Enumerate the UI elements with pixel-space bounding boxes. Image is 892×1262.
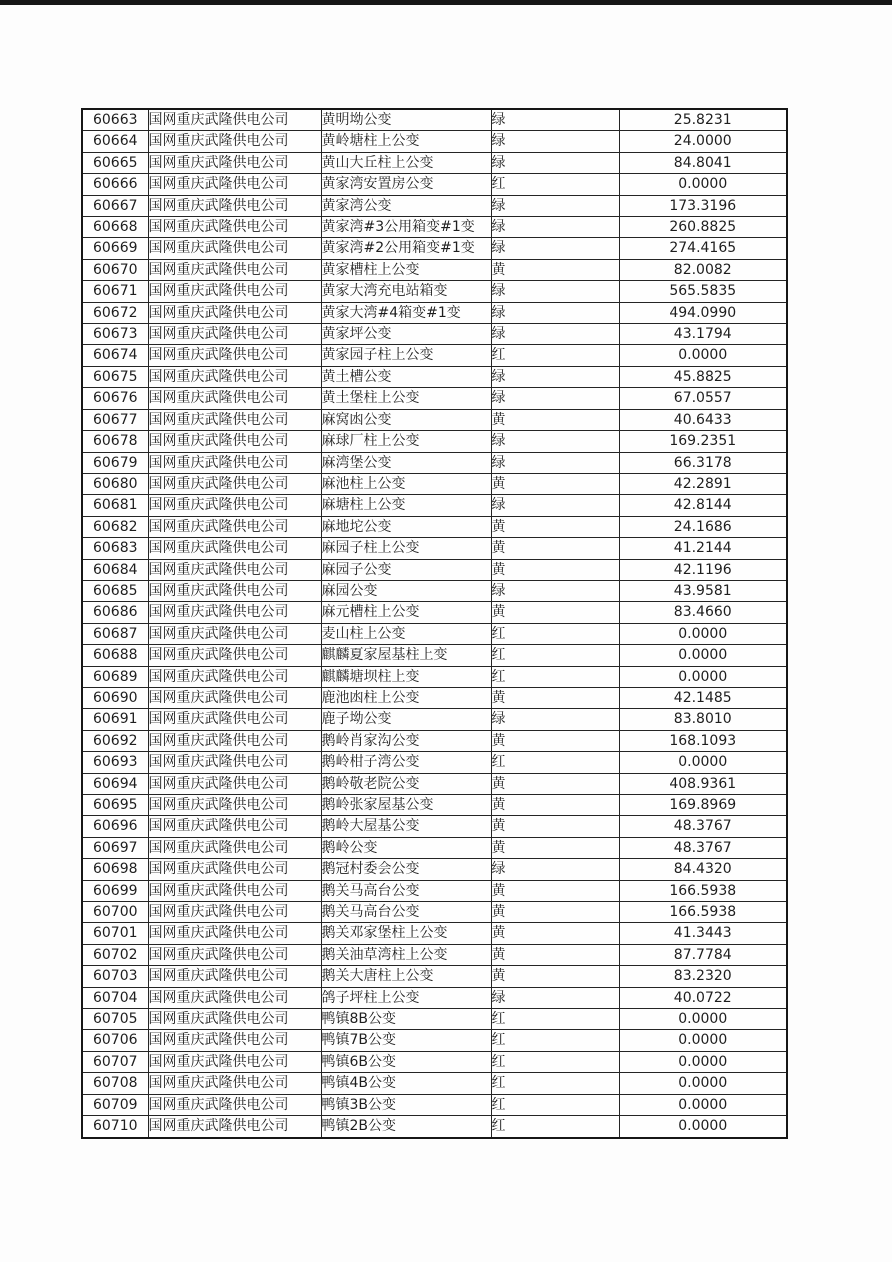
- table-row: [82, 709, 787, 730]
- row-id-cell: 60676: [82, 388, 148, 409]
- value-cell: 66.3178: [619, 452, 787, 473]
- substation-name-cell: 鹅岭张家屋基公变: [321, 795, 491, 816]
- status-color-cell: 黄: [491, 966, 619, 987]
- table-row: [82, 773, 787, 794]
- value-cell: 565.5835: [619, 281, 787, 302]
- company-cell: 国网重庆武隆供电公司: [148, 217, 321, 238]
- table-row: [82, 837, 787, 858]
- status-color-cell: 红: [491, 1009, 619, 1030]
- company-cell: 国网重庆武隆供电公司: [148, 174, 321, 195]
- status-color-cell: 黄: [491, 816, 619, 837]
- table-row: [82, 217, 787, 238]
- value-cell: 0.0000: [619, 1094, 787, 1115]
- company-cell: 国网重庆武隆供电公司: [148, 816, 321, 837]
- company-cell: 国网重庆武隆供电公司: [148, 580, 321, 601]
- table-row: [82, 174, 787, 195]
- company-cell: 国网重庆武隆供电公司: [148, 902, 321, 923]
- row-id-cell: 60699: [82, 880, 148, 901]
- row-id-cell: 60695: [82, 795, 148, 816]
- value-cell: 42.8144: [619, 495, 787, 516]
- status-color-cell: 绿: [491, 431, 619, 452]
- table-row: [82, 495, 787, 516]
- table-row: [82, 730, 787, 751]
- row-id-cell: 60685: [82, 580, 148, 601]
- row-id-cell: 60690: [82, 687, 148, 708]
- substation-name-cell: 鸭镇8B公变: [321, 1009, 491, 1030]
- row-id-cell: 60700: [82, 902, 148, 923]
- substation-name-cell: 鹅冠村委会公变: [321, 859, 491, 880]
- row-id-cell: 60678: [82, 431, 148, 452]
- value-cell: 0.0000: [619, 174, 787, 195]
- value-cell: 274.4165: [619, 238, 787, 259]
- company-cell: 国网重庆武隆供电公司: [148, 388, 321, 409]
- company-cell: 国网重庆武隆供电公司: [148, 1116, 321, 1138]
- status-color-cell: 黄: [491, 409, 619, 430]
- status-color-cell: 绿: [491, 302, 619, 323]
- substation-name-cell: 鹅岭公变: [321, 837, 491, 858]
- value-cell: 0.0000: [619, 752, 787, 773]
- company-cell: 国网重庆武隆供电公司: [148, 880, 321, 901]
- row-id-cell: 60702: [82, 944, 148, 965]
- table-row: [82, 752, 787, 773]
- substation-name-cell: 麻园子柱上公变: [321, 538, 491, 559]
- substation-name-cell: 黄家湾#3公用箱变#1变: [321, 217, 491, 238]
- table-row: [82, 302, 787, 323]
- value-cell: 40.0722: [619, 987, 787, 1008]
- row-id-cell: 60697: [82, 837, 148, 858]
- status-color-cell: 黄: [491, 538, 619, 559]
- company-cell: 国网重庆武隆供电公司: [148, 987, 321, 1008]
- row-id-cell: 60680: [82, 473, 148, 494]
- table-row: [82, 1030, 787, 1051]
- row-id-cell: 60687: [82, 623, 148, 644]
- company-cell: 国网重庆武隆供电公司: [148, 944, 321, 965]
- substation-data-table: [81, 108, 788, 1139]
- row-id-cell: 60688: [82, 645, 148, 666]
- substation-name-cell: 黄家湾公变: [321, 195, 491, 216]
- company-cell: 国网重庆武隆供电公司: [148, 795, 321, 816]
- status-color-cell: 绿: [491, 388, 619, 409]
- row-id-cell: 60669: [82, 238, 148, 259]
- company-cell: 国网重庆武隆供电公司: [148, 152, 321, 173]
- row-id-cell: 60667: [82, 195, 148, 216]
- row-id-cell: 60698: [82, 859, 148, 880]
- row-id-cell: 60696: [82, 816, 148, 837]
- company-cell: 国网重庆武隆供电公司: [148, 345, 321, 366]
- status-color-cell: 绿: [491, 131, 619, 152]
- status-color-cell: 黄: [491, 795, 619, 816]
- status-color-cell: 绿: [491, 281, 619, 302]
- row-id-cell: 60694: [82, 773, 148, 794]
- status-color-cell: 绿: [491, 152, 619, 173]
- status-color-cell: 绿: [491, 109, 619, 131]
- row-id-cell: 60666: [82, 174, 148, 195]
- company-cell: 国网重庆武隆供电公司: [148, 131, 321, 152]
- value-cell: 494.0990: [619, 302, 787, 323]
- substation-name-cell: 鹅岭敬老院公变: [321, 773, 491, 794]
- status-color-cell: 红: [491, 1030, 619, 1051]
- company-cell: 国网重庆武隆供电公司: [148, 1073, 321, 1094]
- table-row: [82, 366, 787, 387]
- company-cell: 国网重庆武隆供电公司: [148, 773, 321, 794]
- status-color-cell: 绿: [491, 495, 619, 516]
- value-cell: 43.9581: [619, 580, 787, 601]
- substation-name-cell: 黄明坳公变: [321, 109, 491, 131]
- substation-name-cell: 鹅岭肖家沟公变: [321, 730, 491, 751]
- value-cell: 48.3767: [619, 837, 787, 858]
- company-cell: 国网重庆武隆供电公司: [148, 238, 321, 259]
- company-cell: 国网重庆武隆供电公司: [148, 195, 321, 216]
- table-row: [82, 559, 787, 580]
- table-row: [82, 1051, 787, 1072]
- company-cell: 国网重庆武隆供电公司: [148, 645, 321, 666]
- value-cell: 83.8010: [619, 709, 787, 730]
- company-cell: 国网重庆武隆供电公司: [148, 1030, 321, 1051]
- status-color-cell: 黄: [491, 602, 619, 623]
- status-color-cell: 黄: [491, 902, 619, 923]
- table-row: [82, 431, 787, 452]
- row-id-cell: 60665: [82, 152, 148, 173]
- value-cell: 25.8231: [619, 109, 787, 131]
- status-color-cell: 红: [491, 645, 619, 666]
- status-color-cell: 绿: [491, 195, 619, 216]
- substation-name-cell: 鹅关油草湾柱上公变: [321, 944, 491, 965]
- value-cell: 67.0557: [619, 388, 787, 409]
- status-color-cell: 红: [491, 1051, 619, 1072]
- table-row: [82, 152, 787, 173]
- company-cell: 国网重庆武隆供电公司: [148, 1094, 321, 1115]
- status-color-cell: 绿: [491, 709, 619, 730]
- status-color-cell: 黄: [491, 944, 619, 965]
- row-id-cell: 60681: [82, 495, 148, 516]
- substation-name-cell: 黄土槽公变: [321, 366, 491, 387]
- table-row: [82, 795, 787, 816]
- status-color-cell: 黄: [491, 730, 619, 751]
- company-cell: 国网重庆武隆供电公司: [148, 516, 321, 537]
- substation-name-cell: 鹅岭大屋基公变: [321, 816, 491, 837]
- table-row: [82, 923, 787, 944]
- substation-name-cell: 麻窝凼公变: [321, 409, 491, 430]
- substation-name-cell: 麻塘柱上公变: [321, 495, 491, 516]
- row-id-cell: 60689: [82, 666, 148, 687]
- substation-name-cell: 鹅岭柑子湾公变: [321, 752, 491, 773]
- company-cell: 国网重庆武隆供电公司: [148, 324, 321, 345]
- table-row: [82, 538, 787, 559]
- table-row: [82, 238, 787, 259]
- company-cell: 国网重庆武隆供电公司: [148, 538, 321, 559]
- value-cell: 45.8825: [619, 366, 787, 387]
- value-cell: 166.5938: [619, 902, 787, 923]
- row-id-cell: 60673: [82, 324, 148, 345]
- value-cell: 169.8969: [619, 795, 787, 816]
- value-cell: 0.0000: [619, 1116, 787, 1138]
- substation-name-cell: 麒麟塘坝柱上变: [321, 666, 491, 687]
- table-row: [82, 452, 787, 473]
- substation-name-cell: 鹿池凼柱上公变: [321, 687, 491, 708]
- table-body: [82, 109, 787, 1138]
- value-cell: 24.0000: [619, 131, 787, 152]
- row-id-cell: 60707: [82, 1051, 148, 1072]
- substation-name-cell: 鸭镇7B公变: [321, 1030, 491, 1051]
- table-row: [82, 602, 787, 623]
- status-color-cell: 黄: [491, 837, 619, 858]
- table-row: [82, 388, 787, 409]
- table-row: [82, 623, 787, 644]
- status-color-cell: 绿: [491, 580, 619, 601]
- value-cell: 87.7784: [619, 944, 787, 965]
- row-id-cell: 60675: [82, 366, 148, 387]
- company-cell: 国网重庆武隆供电公司: [148, 431, 321, 452]
- status-color-cell: 红: [491, 174, 619, 195]
- table-row: [82, 987, 787, 1008]
- substation-name-cell: 鸭镇4B公变: [321, 1073, 491, 1094]
- row-id-cell: 60663: [82, 109, 148, 131]
- substation-name-cell: 鹿子坳公变: [321, 709, 491, 730]
- table-row: [82, 1116, 787, 1138]
- status-color-cell: 黄: [491, 773, 619, 794]
- status-color-cell: 黄: [491, 559, 619, 580]
- substation-name-cell: 鸭镇3B公变: [321, 1094, 491, 1115]
- row-id-cell: 60683: [82, 538, 148, 559]
- substation-name-cell: 黄家大湾充电站箱变: [321, 281, 491, 302]
- value-cell: 42.1485: [619, 687, 787, 708]
- status-color-cell: 红: [491, 752, 619, 773]
- table-row: [82, 645, 787, 666]
- row-id-cell: 60679: [82, 452, 148, 473]
- substation-name-cell: 黄家园子柱上公变: [321, 345, 491, 366]
- status-color-cell: 红: [491, 666, 619, 687]
- table-row: [82, 880, 787, 901]
- status-color-cell: 绿: [491, 366, 619, 387]
- row-id-cell: 60709: [82, 1094, 148, 1115]
- table-row: [82, 859, 787, 880]
- value-cell: 0.0000: [619, 645, 787, 666]
- table-row: [82, 687, 787, 708]
- value-cell: 42.1196: [619, 559, 787, 580]
- row-id-cell: 60664: [82, 131, 148, 152]
- value-cell: 0.0000: [619, 666, 787, 687]
- status-color-cell: 绿: [491, 987, 619, 1008]
- value-cell: 84.8041: [619, 152, 787, 173]
- substation-name-cell: 麻园公变: [321, 580, 491, 601]
- company-cell: 国网重庆武隆供电公司: [148, 602, 321, 623]
- status-color-cell: 红: [491, 623, 619, 644]
- value-cell: 48.3767: [619, 816, 787, 837]
- status-color-cell: 黄: [491, 880, 619, 901]
- substation-name-cell: 鸭镇6B公变: [321, 1051, 491, 1072]
- company-cell: 国网重庆武隆供电公司: [148, 473, 321, 494]
- substation-name-cell: 黄岭塘柱上公变: [321, 131, 491, 152]
- table-row: [82, 580, 787, 601]
- row-id-cell: 60677: [82, 409, 148, 430]
- row-id-cell: 60684: [82, 559, 148, 580]
- company-cell: 国网重庆武隆供电公司: [148, 923, 321, 944]
- status-color-cell: 黄: [491, 473, 619, 494]
- company-cell: 国网重庆武隆供电公司: [148, 495, 321, 516]
- company-cell: 国网重庆武隆供电公司: [148, 366, 321, 387]
- value-cell: 41.2144: [619, 538, 787, 559]
- substation-name-cell: 麻园子公变: [321, 559, 491, 580]
- table-row: [82, 1009, 787, 1030]
- status-color-cell: 红: [491, 1116, 619, 1138]
- row-id-cell: 60682: [82, 516, 148, 537]
- row-id-cell: 60686: [82, 602, 148, 623]
- row-id-cell: 60706: [82, 1030, 148, 1051]
- substation-name-cell: 鹅关大唐柱上公变: [321, 966, 491, 987]
- table-row: [82, 1094, 787, 1115]
- table-row: [82, 816, 787, 837]
- company-cell: 国网重庆武隆供电公司: [148, 666, 321, 687]
- table-row: [82, 902, 787, 923]
- status-color-cell: 绿: [491, 238, 619, 259]
- value-cell: 82.0082: [619, 259, 787, 280]
- value-cell: 408.9361: [619, 773, 787, 794]
- company-cell: 国网重庆武隆供电公司: [148, 859, 321, 880]
- value-cell: 83.4660: [619, 602, 787, 623]
- row-id-cell: 60670: [82, 259, 148, 280]
- value-cell: 0.0000: [619, 1030, 787, 1051]
- substation-name-cell: 麻地坨公变: [321, 516, 491, 537]
- row-id-cell: 60703: [82, 966, 148, 987]
- company-cell: 国网重庆武隆供电公司: [148, 623, 321, 644]
- value-cell: 41.3443: [619, 923, 787, 944]
- company-cell: 国网重庆武隆供电公司: [148, 709, 321, 730]
- value-cell: 168.1093: [619, 730, 787, 751]
- value-cell: 0.0000: [619, 345, 787, 366]
- table-row: [82, 131, 787, 152]
- substation-name-cell: 鹅关邓家堡柱上公变: [321, 923, 491, 944]
- company-cell: 国网重庆武隆供电公司: [148, 302, 321, 323]
- table-row: [82, 516, 787, 537]
- value-cell: 169.2351: [619, 431, 787, 452]
- substation-name-cell: 黄家坪公变: [321, 324, 491, 345]
- substation-name-cell: 黄家槽柱上公变: [321, 259, 491, 280]
- company-cell: 国网重庆武隆供电公司: [148, 1051, 321, 1072]
- company-cell: 国网重庆武隆供电公司: [148, 259, 321, 280]
- table-row: [82, 966, 787, 987]
- table-row: [82, 195, 787, 216]
- substation-name-cell: 黄家湾安置房公变: [321, 174, 491, 195]
- company-cell: 国网重庆武隆供电公司: [148, 752, 321, 773]
- value-cell: 166.5938: [619, 880, 787, 901]
- row-id-cell: 60708: [82, 1073, 148, 1094]
- scan-artifact-bar: [0, 0, 892, 5]
- row-id-cell: 60668: [82, 217, 148, 238]
- substation-name-cell: 鸽子坪柱上公变: [321, 987, 491, 1008]
- status-color-cell: 绿: [491, 452, 619, 473]
- status-color-cell: 绿: [491, 324, 619, 345]
- table-row: [82, 409, 787, 430]
- table-row: [82, 473, 787, 494]
- value-cell: 260.8825: [619, 217, 787, 238]
- status-color-cell: 红: [491, 1073, 619, 1094]
- company-cell: 国网重庆武隆供电公司: [148, 1009, 321, 1030]
- table-row: [82, 109, 787, 131]
- table-row: [82, 281, 787, 302]
- status-color-cell: 黄: [491, 259, 619, 280]
- value-cell: 173.3196: [619, 195, 787, 216]
- company-cell: 国网重庆武隆供电公司: [148, 730, 321, 751]
- row-id-cell: 60672: [82, 302, 148, 323]
- substation-name-cell: 麻池柱上公变: [321, 473, 491, 494]
- substation-name-cell: 鹅关马高台公变: [321, 880, 491, 901]
- status-color-cell: 黄: [491, 516, 619, 537]
- substation-name-cell: 黄土堡柱上公变: [321, 388, 491, 409]
- substation-name-cell: 黄家大湾#4箱变#1变: [321, 302, 491, 323]
- table-row: [82, 324, 787, 345]
- row-id-cell: 60701: [82, 923, 148, 944]
- status-color-cell: 红: [491, 345, 619, 366]
- value-cell: 0.0000: [619, 1009, 787, 1030]
- company-cell: 国网重庆武隆供电公司: [148, 281, 321, 302]
- value-cell: 0.0000: [619, 623, 787, 644]
- row-id-cell: 60705: [82, 1009, 148, 1030]
- substation-name-cell: 麻湾堡公变: [321, 452, 491, 473]
- substation-name-cell: 麦山柱上公变: [321, 623, 491, 644]
- table-row: [82, 259, 787, 280]
- value-cell: 0.0000: [619, 1073, 787, 1094]
- status-color-cell: 黄: [491, 687, 619, 708]
- substation-name-cell: 麒麟夏家屋基柱上变: [321, 645, 491, 666]
- value-cell: 0.0000: [619, 1051, 787, 1072]
- table-row: [82, 944, 787, 965]
- row-id-cell: 60704: [82, 987, 148, 1008]
- company-cell: 国网重庆武隆供电公司: [148, 452, 321, 473]
- value-cell: 83.2320: [619, 966, 787, 987]
- substation-name-cell: 鸭镇2B公变: [321, 1116, 491, 1138]
- row-id-cell: 60710: [82, 1116, 148, 1138]
- table-row: [82, 345, 787, 366]
- company-cell: 国网重庆武隆供电公司: [148, 687, 321, 708]
- company-cell: 国网重庆武隆供电公司: [148, 837, 321, 858]
- row-id-cell: 60692: [82, 730, 148, 751]
- table-row: [82, 1073, 787, 1094]
- substation-name-cell: 麻元槽柱上公变: [321, 602, 491, 623]
- company-cell: 国网重庆武隆供电公司: [148, 966, 321, 987]
- substation-name-cell: 鹅关马高台公变: [321, 902, 491, 923]
- company-cell: 国网重庆武隆供电公司: [148, 559, 321, 580]
- value-cell: 24.1686: [619, 516, 787, 537]
- table-row: [82, 666, 787, 687]
- row-id-cell: 60691: [82, 709, 148, 730]
- substation-name-cell: 黄山大丘柱上公变: [321, 152, 491, 173]
- value-cell: 42.2891: [619, 473, 787, 494]
- status-color-cell: 绿: [491, 217, 619, 238]
- value-cell: 40.6433: [619, 409, 787, 430]
- row-id-cell: 60671: [82, 281, 148, 302]
- status-color-cell: 黄: [491, 923, 619, 944]
- status-color-cell: 红: [491, 1094, 619, 1115]
- value-cell: 84.4320: [619, 859, 787, 880]
- substation-name-cell: 黄家湾#2公用箱变#1变: [321, 238, 491, 259]
- value-cell: 43.1794: [619, 324, 787, 345]
- status-color-cell: 绿: [491, 859, 619, 880]
- substation-name-cell: 麻球厂柱上公变: [321, 431, 491, 452]
- row-id-cell: 60674: [82, 345, 148, 366]
- company-cell: 国网重庆武隆供电公司: [148, 409, 321, 430]
- row-id-cell: 60693: [82, 752, 148, 773]
- company-cell: 国网重庆武隆供电公司: [148, 109, 321, 131]
